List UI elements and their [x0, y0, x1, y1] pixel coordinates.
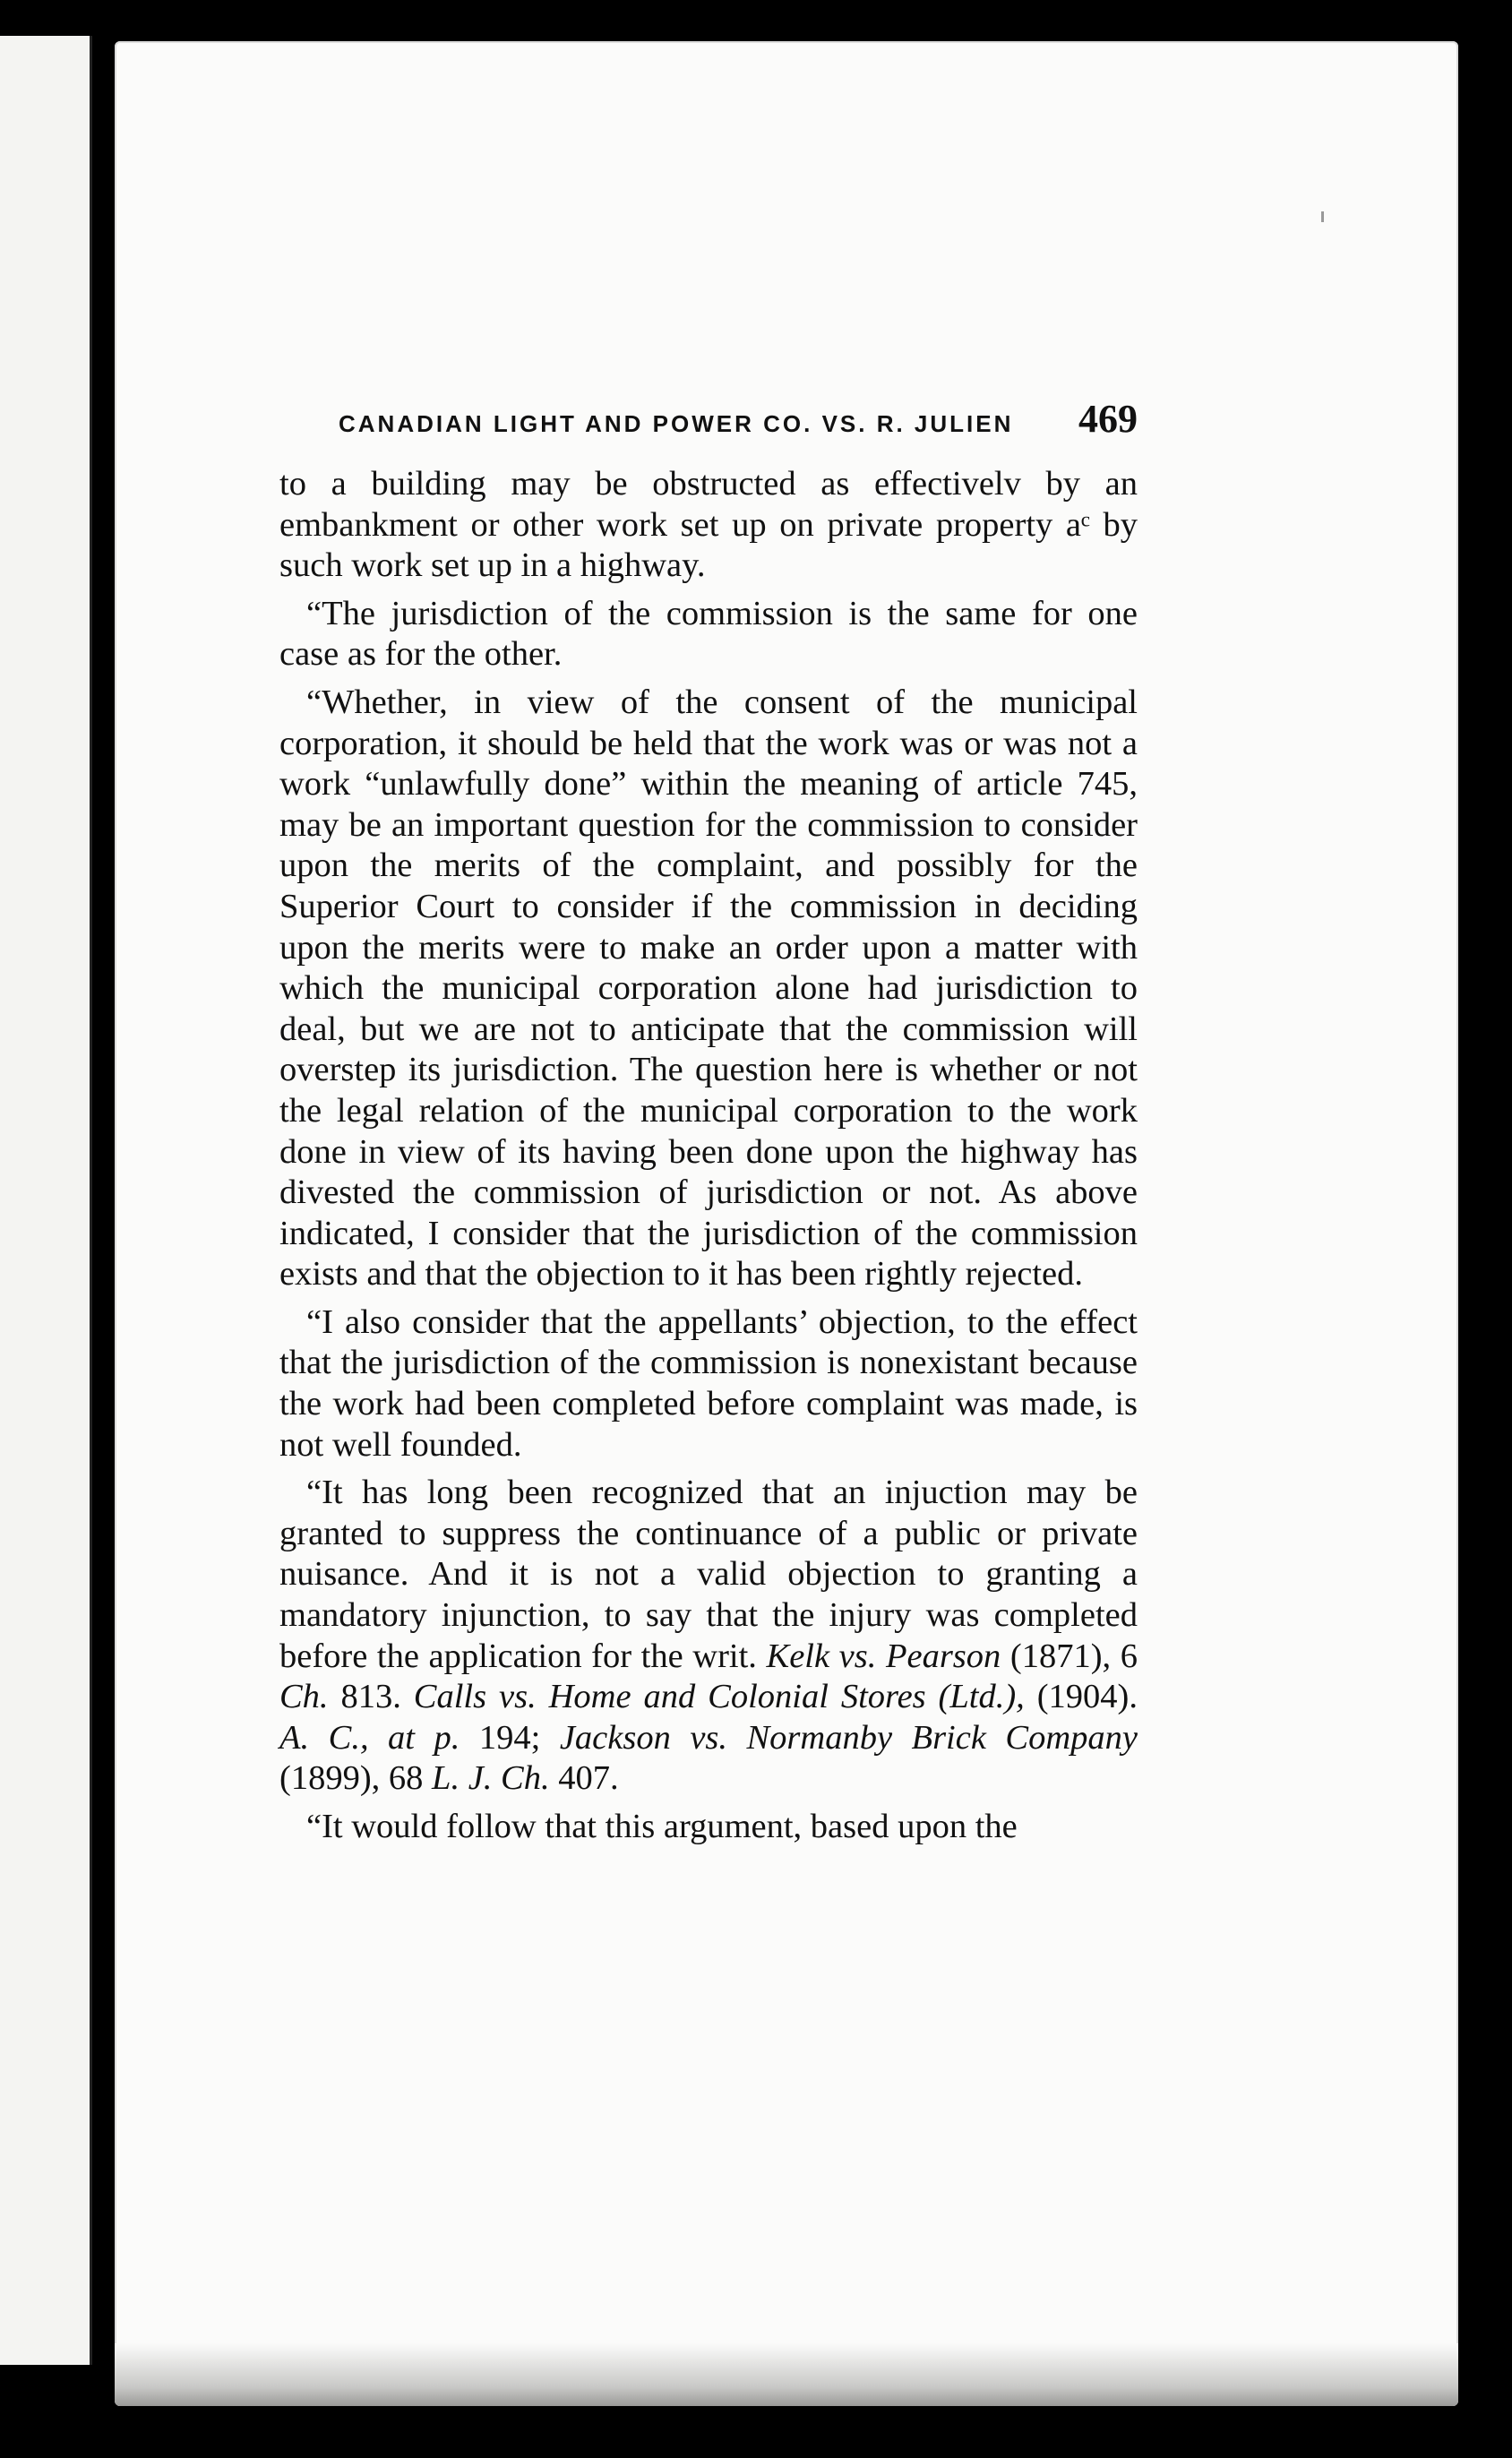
case-citation: (1899), 68 [279, 1759, 424, 1798]
citation-intro: “It has long been recognized that an injuction may be granted to suppress the continuance of a public or private nuisance. And it is not a valid objection to granting a mandatory injunction, to say that the injury was completed before the application for the writ. [279, 1474, 1138, 1675]
case-reporter: L. J. Ch. [432, 1759, 550, 1798]
case-name: Jackson vs. Normanby Brick Company [559, 1718, 1138, 1757]
page-speck [1321, 211, 1324, 222]
paragraph-jurisdiction-same: “The jurisdiction of the commission is the same for one case as for the other. [279, 594, 1138, 674]
case-citation: 194; [478, 1718, 541, 1757]
left-page-edge [0, 36, 92, 2365]
case-name: Calls vs. Home and Colonial Stores (Ltd.), [413, 1678, 1025, 1716]
paragraph-final: “It would follow that this argument, based upon the [306, 1808, 1018, 1845]
case-citation: 813. [340, 1678, 401, 1716]
case-citation: (1871), 6 [1009, 1637, 1138, 1675]
paragraph-municipal-consent: “Whether, in view of the consent of the municipal corporation, it should be held that the work was or was not a work “unlawfully done” within the meaning of article 745, may be an important question for the commission to consider upon the merits of the complaint, and possibly for the Superior Court to consider if the commission in deciding upon the merits were to make an order upon a matter with which the municipal corporation alone had jurisdiction to deal, but we are not to anticipate that the commission will overstep its jurisdiction. The question here is whether or not the legal relation of the municipal corporation to the work done in view of its having been done upon the highway has divested the commission of jurisdiction or not. As above indicated, I consider that the jurisdiction of the commission exists and that the objection to it has been rightly rejected. [279, 683, 1138, 1293]
paragraph-appellants-objection: “I also consider that the appellants’ objection, to the effect that the jurisdiction of the commission is nonexistant because the work had been completed before complaint was made, is not well founded. [279, 1302, 1138, 1464]
case-reporter: A. C., at p. [279, 1718, 460, 1757]
case-reporter: Ch. [279, 1678, 329, 1716]
body-text [279, 464, 1138, 1848]
page-number: 469 [1078, 397, 1138, 441]
case-citation: 407. [558, 1759, 619, 1798]
running-head [339, 396, 1138, 459]
case-citation: (1904). [1036, 1678, 1138, 1716]
case-name: Kelk vs. Pearson [766, 1637, 1001, 1675]
paragraph-continuation: to a building may be obstructed as effectivelv by an embankment or other work set up on private property aᶜ by such work set up in a highway. [279, 465, 1138, 585]
paragraph-injunction-citations [279, 1473, 1138, 1800]
running-title: CANADIAN LIGHT AND POWER CO. VS. R. JULIEN [339, 410, 1014, 437]
